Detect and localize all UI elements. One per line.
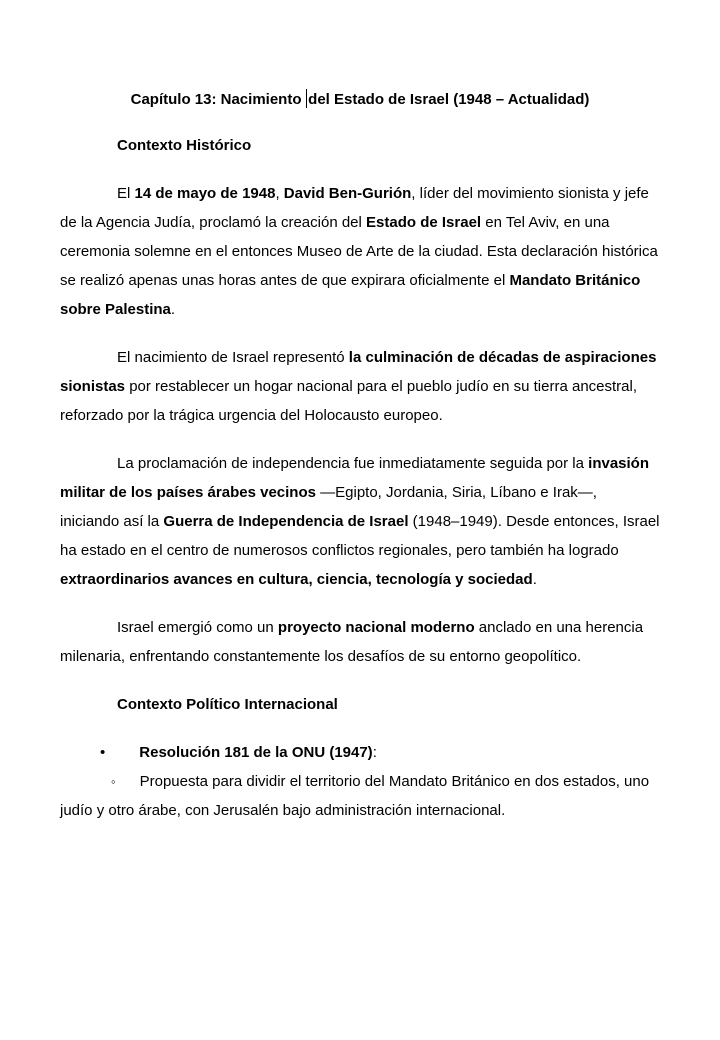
document-text[interactable] xyxy=(60,85,660,825)
bold-text-run: la culminación de décadas de aspiraciones sionistas xyxy=(60,349,657,395)
heading-contexto-historico xyxy=(60,131,660,160)
text-run: Propuesta para dividir el territorio del Mandato Británico en dos estados, uno judío y otro árabe, con Jerusalén bajo administración internacional. xyxy=(60,773,650,819)
text-cursor-caret xyxy=(306,89,308,108)
bold-text-run: invasión militar de los países árabes vecinos xyxy=(60,455,650,501)
bold-text-run: David Ben-Gurión xyxy=(283,185,412,202)
bullet-circle-icon: ◦ xyxy=(111,774,116,789)
bold-text-run: Capítulo 13: Nacimiento xyxy=(130,91,306,108)
para-guerra-independencia xyxy=(60,449,660,594)
bold-text-run: extraordinarios avances en cultura, ciencia, tecnología y sociedad xyxy=(60,571,533,588)
list-item-propuesta-particion xyxy=(60,767,660,825)
text-run: en Tel Aviv, en una ceremonia solemne en el entonces Museo de Arte de la ciudad. Esta declaración histórica se realizó apenas unas horas antes de que expirara oficialmente el xyxy=(60,214,658,289)
text-run: La proclamación de independencia fue inmediatamente seguida por la xyxy=(117,455,589,472)
bold-text-run: Guerra de Independencia de Israel xyxy=(163,513,409,530)
text-run: El nacimiento de Israel representó xyxy=(117,349,349,366)
bold-text-run: del Estado de Israel (1948 – Actualidad) xyxy=(308,91,590,108)
text-run: , líder del movimiento sionista y jefe de la Agencia Judía, proclamó la creación del xyxy=(60,185,649,231)
bold-text-run: Mandato Británico sobre Palestina xyxy=(60,272,641,318)
heading-contexto-politico xyxy=(60,690,660,719)
chapter-title xyxy=(60,85,660,114)
para-nacimiento-israel xyxy=(60,343,660,430)
bold-text-run: Estado de Israel xyxy=(366,214,482,231)
text-run: por restablecer un hogar nacional para el pueblo judío en su tierra ancestral, reforzado por la trágica urgencia del Holocausto europeo. xyxy=(60,378,638,424)
list-item-resolucion-181 xyxy=(60,738,660,767)
text-run: anclado en una herencia milenaria, enfrentando constantemente los desafíos de su entorno geopolítico. xyxy=(60,619,644,665)
bold-text-run: 14 de mayo de 1948 xyxy=(134,185,276,202)
text-run: —Egipto, Jordania, Siria, Líbano e Irak—, iniciando así la xyxy=(60,484,597,530)
bold-text-run: proyecto nacional moderno xyxy=(277,619,475,636)
text-run: . xyxy=(170,301,176,318)
bold-text-run: Resolución 181 de la ONU (1947) xyxy=(139,744,373,761)
text-run: Israel emergió como un xyxy=(117,619,278,636)
para-proclamacion-1948 xyxy=(60,179,660,324)
text-run: : xyxy=(372,744,377,761)
text-run: El xyxy=(117,185,135,202)
text-run: , xyxy=(275,185,284,202)
bold-text-run: Contexto Histórico xyxy=(117,137,252,154)
bold-text-run: Contexto Político Internacional xyxy=(117,696,338,713)
para-proyecto-nacional xyxy=(60,613,660,671)
text-run: . xyxy=(532,571,537,588)
text-run: (1948–1949). Desde entonces, Israel ha estado en el centro de numerosos conflictos regionales, pero también ha logrado xyxy=(60,513,660,559)
bullet-disc-icon: • xyxy=(100,744,106,761)
